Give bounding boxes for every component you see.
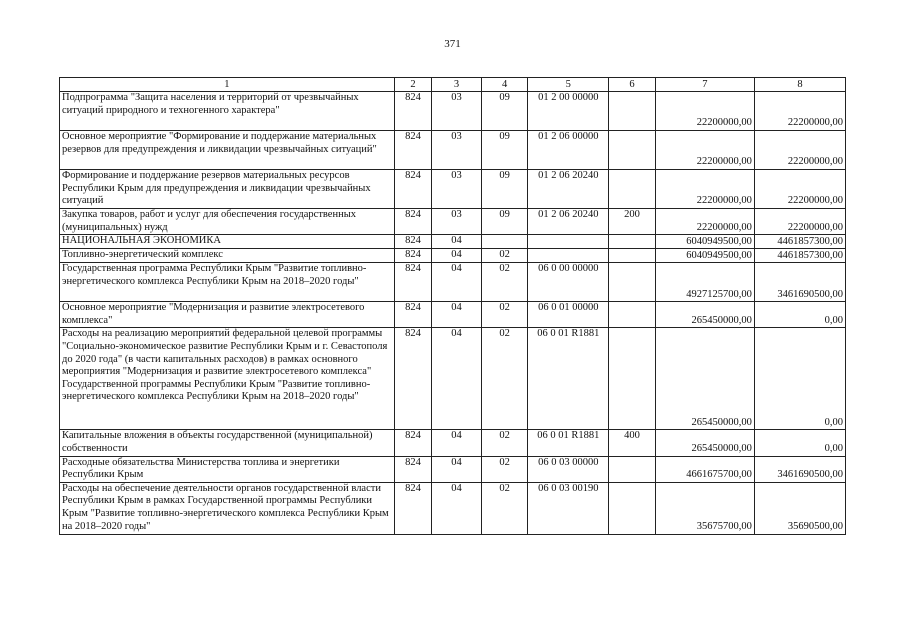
cell-c3: 03	[432, 92, 482, 131]
cell-c7: 22200000,00	[655, 92, 754, 131]
cell-c6	[609, 456, 656, 482]
cell-c2: 824	[394, 92, 431, 131]
cell-c3: 03	[432, 209, 482, 235]
cell-c4: 02	[481, 456, 528, 482]
cell-c4: 09	[481, 170, 528, 209]
cell-c7: 22200000,00	[655, 209, 754, 235]
cell-c3: 04	[432, 430, 482, 456]
table-row	[60, 456, 846, 482]
cell-c8: 35690500,00	[754, 482, 845, 534]
cell-c8: 3461690500,00	[754, 263, 845, 302]
cell-c2: 824	[394, 170, 431, 209]
budget-table	[59, 77, 846, 535]
row-name: Государственная программа Республики Крым "Развитие топливно-энергетического комплекса Республики Крым на 2018–2020 годы"	[60, 263, 395, 302]
table-row	[60, 92, 846, 131]
cell-c3: 04	[432, 456, 482, 482]
cell-c3: 03	[432, 170, 482, 209]
cell-c6	[609, 263, 656, 302]
cell-c5: 06 0 03 00000	[528, 456, 609, 482]
cell-c3: 04	[432, 482, 482, 534]
cell-c5: 01 2 00 00000	[528, 92, 609, 131]
cell-c3: 04	[432, 235, 482, 249]
cell-c6	[609, 328, 656, 430]
cell-c6	[609, 249, 656, 263]
cell-c2: 824	[394, 235, 431, 249]
cell-c4: 02	[481, 482, 528, 534]
cell-c2: 824	[394, 131, 431, 170]
cell-c3: 04	[432, 328, 482, 430]
table-row	[60, 131, 846, 170]
cell-c8: 22200000,00	[754, 92, 845, 131]
cell-c2: 824	[394, 328, 431, 430]
cell-c7: 35675700,00	[655, 482, 754, 534]
column-header: 6	[609, 78, 656, 92]
cell-c3: 04	[432, 249, 482, 263]
cell-c6: 200	[609, 209, 656, 235]
cell-c5: 06 0 00 00000	[528, 263, 609, 302]
row-name: Расходы на обеспечение деятельности органов государственной власти Республики Крым в рамках Государственной программы Республики Крым "Развитие топливно-энергетического комплекса Республики Крым на 2018–2020 годы"	[60, 482, 395, 534]
cell-c2: 824	[394, 430, 431, 456]
cell-c6	[609, 302, 656, 328]
row-name: Расходные обязательства Министерства топлива и энергетики Республики Крым	[60, 456, 395, 482]
row-name: Капитальные вложения в объекты государственной (муниципальной) собственности	[60, 430, 395, 456]
cell-c7: 6040949500,00	[655, 249, 754, 263]
cell-c7: 4927125700,00	[655, 263, 754, 302]
cell-c5: 01 2 06 20240	[528, 170, 609, 209]
column-header: 7	[655, 78, 754, 92]
cell-c8: 22200000,00	[754, 170, 845, 209]
cell-c6: 400	[609, 430, 656, 456]
cell-c8: 0,00	[754, 328, 845, 430]
row-name: Основное мероприятие "Модернизация и развитие электросетевого комплекса"	[60, 302, 395, 328]
table-row	[60, 302, 846, 328]
cell-c4: 02	[481, 302, 528, 328]
cell-c3: 04	[432, 302, 482, 328]
cell-c2: 824	[394, 263, 431, 302]
table-row	[60, 235, 846, 249]
header-row	[60, 78, 846, 92]
cell-c8: 4461857300,00	[754, 235, 845, 249]
cell-c7: 265450000,00	[655, 302, 754, 328]
row-name: Подпрограмма "Защита населения и территорий от чрезвычайных ситуаций природного и техногенного характера"	[60, 92, 395, 131]
table-row	[60, 209, 846, 235]
row-name: Закупка товаров, работ и услуг для обеспечения государственных (муниципальных) нужд	[60, 209, 395, 235]
cell-c2: 824	[394, 209, 431, 235]
cell-c8: 4461857300,00	[754, 249, 845, 263]
cell-c3: 03	[432, 131, 482, 170]
cell-c8: 22200000,00	[754, 209, 845, 235]
table-row	[60, 430, 846, 456]
page-number: 371	[444, 38, 461, 50]
table-row	[60, 170, 846, 209]
cell-c2: 824	[394, 482, 431, 534]
cell-c2: 824	[394, 302, 431, 328]
cell-c4: 09	[481, 92, 528, 131]
cell-c8: 22200000,00	[754, 131, 845, 170]
cell-c7: 22200000,00	[655, 170, 754, 209]
table-row	[60, 328, 846, 430]
cell-c5	[528, 235, 609, 249]
column-header: 8	[754, 78, 845, 92]
cell-c4: 02	[481, 328, 528, 430]
cell-c4: 02	[481, 263, 528, 302]
cell-c7: 4661675700,00	[655, 456, 754, 482]
table-row	[60, 263, 846, 302]
cell-c4	[481, 235, 528, 249]
cell-c5: 06 0 01 00000	[528, 302, 609, 328]
row-name: НАЦИОНАЛЬНАЯ ЭКОНОМИКА	[60, 235, 395, 249]
cell-c4: 02	[481, 430, 528, 456]
cell-c6	[609, 482, 656, 534]
cell-c6	[609, 131, 656, 170]
cell-c5: 06 0 01 R1881	[528, 430, 609, 456]
cell-c4: 02	[481, 249, 528, 263]
row-name: Топливно-энергетический комплекс	[60, 249, 395, 263]
cell-c6	[609, 92, 656, 131]
cell-c5: 06 0 03 00190	[528, 482, 609, 534]
table-row	[60, 482, 846, 534]
cell-c7: 6040949500,00	[655, 235, 754, 249]
column-header: 4	[481, 78, 528, 92]
cell-c4: 09	[481, 131, 528, 170]
row-name: Формирование и поддержание резервов материальных ресурсов Республики Крым для предупреждения и ликвидации чрезвычайных ситуаций	[60, 170, 395, 209]
cell-c3: 04	[432, 263, 482, 302]
column-header: 3	[432, 78, 482, 92]
cell-c7: 265450000,00	[655, 328, 754, 430]
cell-c8: 0,00	[754, 302, 845, 328]
cell-c6	[609, 235, 656, 249]
cell-c7: 22200000,00	[655, 131, 754, 170]
table-row	[60, 249, 846, 263]
cell-c5: 06 0 01 R1881	[528, 328, 609, 430]
cell-c6	[609, 170, 656, 209]
cell-c5: 01 2 06 00000	[528, 131, 609, 170]
cell-c7: 265450000,00	[655, 430, 754, 456]
cell-c2: 824	[394, 249, 431, 263]
column-header: 1	[60, 78, 395, 92]
cell-c5: 01 2 06 20240	[528, 209, 609, 235]
column-header: 5	[528, 78, 609, 92]
cell-c2: 824	[394, 456, 431, 482]
cell-c4: 09	[481, 209, 528, 235]
cell-c8: 0,00	[754, 430, 845, 456]
cell-c5	[528, 249, 609, 263]
row-name: Основное мероприятие "Формирование и поддержание материальных резервов для предупреждения и ликвидации чрезвычайных ситуаций"	[60, 131, 395, 170]
cell-c8: 3461690500,00	[754, 456, 845, 482]
column-header: 2	[394, 78, 431, 92]
row-name: Расходы на реализацию мероприятий федеральной целевой программы "Социально-экономическое развитие Республики Крым и г. Севастополя до 2020 года" (в части капитальных расходов) в рамках основного мероприятия "Модернизация и развитие электросетевого комплекса" Государственной программы Республики Крым "Развитие топливно-энергетического комплекса Республики Крым на 2018–2020 годы"	[60, 328, 395, 430]
